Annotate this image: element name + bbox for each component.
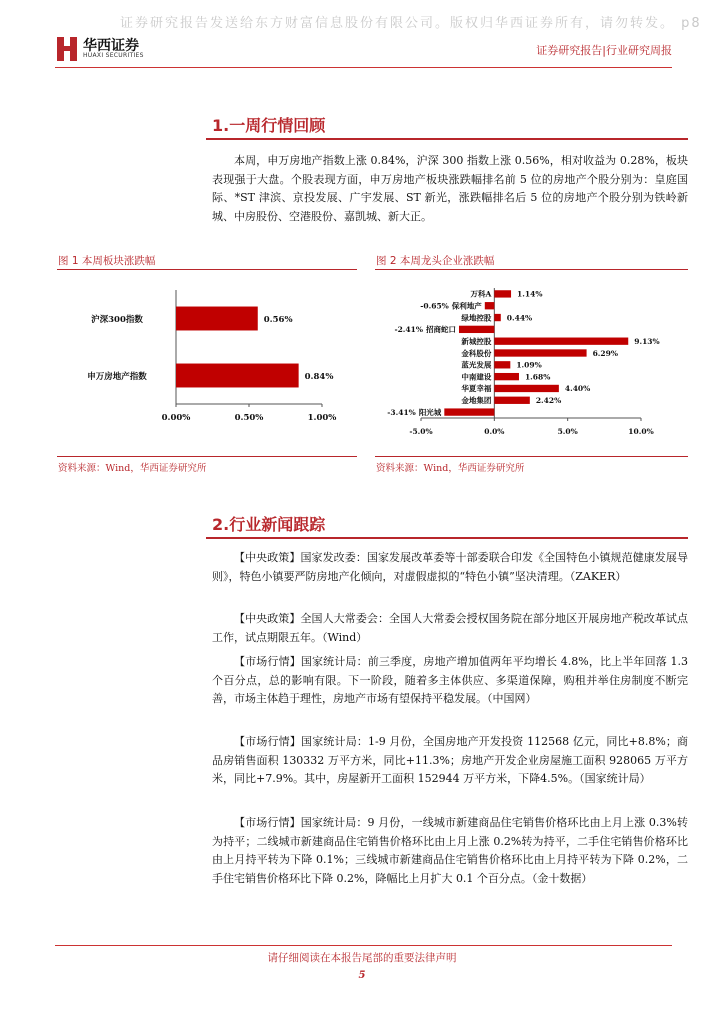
- category-label: 金地集团: [461, 396, 492, 406]
- bar: [494, 385, 559, 392]
- logo-name: 华西证券: [83, 38, 139, 54]
- data-label: 9.13%: [634, 336, 660, 346]
- logo-english: HUAXI SECURITIES: [83, 52, 144, 59]
- x-tick-label: 0.50%: [234, 413, 264, 423]
- fig1-title-rule: [57, 269, 357, 270]
- category-label: 招商蛇口: [425, 325, 456, 335]
- x-tick-label: -5.0%: [409, 427, 433, 436]
- news-item: 【市场行情】国家统计局：1-9 月份，全国房地产开发投资 112568 亿元，同比+8.8%；商品房销售面积 130332 万平方米，同比+11.3%；房地产开发企业房屋施工面积 928065 万平方米，同比+7.9%。其中，房屋新开工面积 152944 万平方米，下降4.5%。（国家统计局）: [212, 735, 688, 785]
- fig1-source-rule: [57, 456, 357, 457]
- data-label: 0.56%: [263, 314, 293, 325]
- bar: [176, 307, 258, 331]
- data-label: -2.41%: [394, 325, 423, 335]
- fig2-source-rule: [375, 456, 688, 457]
- bar: [494, 290, 511, 297]
- fig2-title: 图 2 本周龙头企业涨跌幅: [376, 255, 495, 267]
- footer-divider: [55, 945, 672, 946]
- x-tick-label: 0.0%: [484, 427, 505, 436]
- fig2-title-rule: [375, 269, 688, 270]
- section1-rule: [206, 138, 688, 140]
- category-label: 申万房地产指数: [87, 371, 147, 382]
- data-label: 1.68%: [524, 372, 551, 382]
- x-tick-label: 0.00%: [161, 413, 191, 423]
- bar: [485, 302, 495, 309]
- bar: [494, 397, 529, 404]
- bar: [494, 373, 519, 380]
- fig1-title: 图 1 本周板块涨跌幅: [58, 255, 156, 267]
- category-label: 蓝光发展: [461, 360, 492, 370]
- bar: [494, 314, 500, 321]
- huaxi-logo-icon: [57, 37, 77, 61]
- data-label: 2.42%: [535, 396, 562, 406]
- x-tick-label: 5.0%: [557, 427, 578, 436]
- footer-notice: 请仔细阅读在本报告尾部的重要法律声明: [267, 952, 457, 964]
- news-item: 【市场行情】国家统计局：9 月份，一线城市新建商品住宅销售价格环比由上月上涨 0.3%转为持平；二线城市新建商品住宅销售价格环比由上月上涨 0.2%转为持平，二手住宅销售价格环比由上月持平转为下降 0.1%；三线城市新建商品住宅销售价格环比由上月持平转为下降 0.2%，二手住宅销售价格环比下降 0.2%，降幅比上月扩大 0.1 个百分点。（金十数据）: [212, 816, 688, 885]
- data-label: 6.29%: [592, 348, 618, 358]
- bar: [494, 338, 628, 345]
- data-label: 4.40%: [564, 384, 591, 394]
- data-label: 0.84%: [304, 371, 334, 382]
- fig1-chart: [57, 272, 357, 447]
- category-label: 金科股份: [461, 348, 492, 358]
- x-tick-label: 1.00%: [307, 413, 337, 423]
- x-tick-label: 10.0%: [628, 427, 654, 436]
- page-number: 5: [358, 970, 366, 981]
- fig1-source: 资料来源：Wind，华西证券研究所: [58, 463, 207, 474]
- section2-title: 2.行业新闻跟踪: [212, 515, 326, 534]
- data-label: 0.44%: [506, 313, 533, 323]
- bar: [494, 349, 586, 356]
- fig2-chart: [375, 272, 688, 447]
- section1-paragraph: 本周，申万房地产指数上涨 0.84%，沪深 300 指数上涨 0.56%，相对收益为 0.28%，板块表现强于大盘。个股表现方面，申万房地产板块涨跌幅排名前 5 位的房地产个股分别为：皇庭国际、*ST 津滨、京投发展、广宇发展、ST 新光，涨跌幅排名后 5 位的房地产个股分别为铁岭新城、中房股份、空港股份、嘉凯城、新大正。: [212, 154, 688, 223]
- category-label: 阳光城: [418, 407, 442, 417]
- news-item: 【中央政策】全国人大常委会：全国人大常委会授权国务院在部分地区开展房地产税改革试点工作，试点期限五年。（Wind）: [212, 612, 688, 644]
- section1-title: 1.一周行情回顾: [212, 116, 326, 135]
- section2-rule: [206, 537, 688, 539]
- data-label: -0.65%: [420, 301, 449, 311]
- report-tag: 证券研究报告|行业研究周报: [536, 44, 672, 57]
- data-label: -3.41%: [387, 407, 416, 417]
- data-label: 1.14%: [517, 289, 543, 299]
- bar: [459, 326, 494, 333]
- category-label: 中南建设: [461, 372, 492, 382]
- data-label: 1.09%: [516, 360, 542, 370]
- category-label: 华夏幸福: [461, 384, 492, 394]
- header-divider: [55, 67, 672, 68]
- news-item: 【市场行情】国家统计局：前三季度，房地产增加值两年平均增长 4.8%，比上半年回落 1.3 个百分点，总的影响有限。下一阶段，随着多主体供应、多渠道保障，购租并举住房制度不断完善，市场主体趋于理性，房地产市场有望保持平稳发展。（中国网）: [212, 655, 688, 705]
- category-label: 沪深300指数: [91, 314, 143, 325]
- category-label: 保利地产: [451, 301, 482, 311]
- category-label: 新城控股: [461, 336, 492, 346]
- bar: [444, 408, 494, 415]
- bar: [176, 364, 299, 388]
- category-label: 万科A: [470, 289, 492, 299]
- bar: [494, 361, 510, 368]
- category-label: 绿地控股: [461, 313, 492, 323]
- fig2-source: 资料来源：Wind，华西证券研究所: [376, 463, 525, 474]
- news-item: 【中央政策】国家发改委：国家发展改革委等十部委联合印发《全国特色小镇规范健康发展导则》，特色小镇要严防房地产化倾向，对虚假虚拟的“特色小镇”坚决清理。（ZAKER）: [212, 551, 688, 583]
- watermark: 证券研究报告发送给东方财富信息股份有限公司。版权归华西证券所有，请勿转发。 p8: [120, 16, 702, 31]
